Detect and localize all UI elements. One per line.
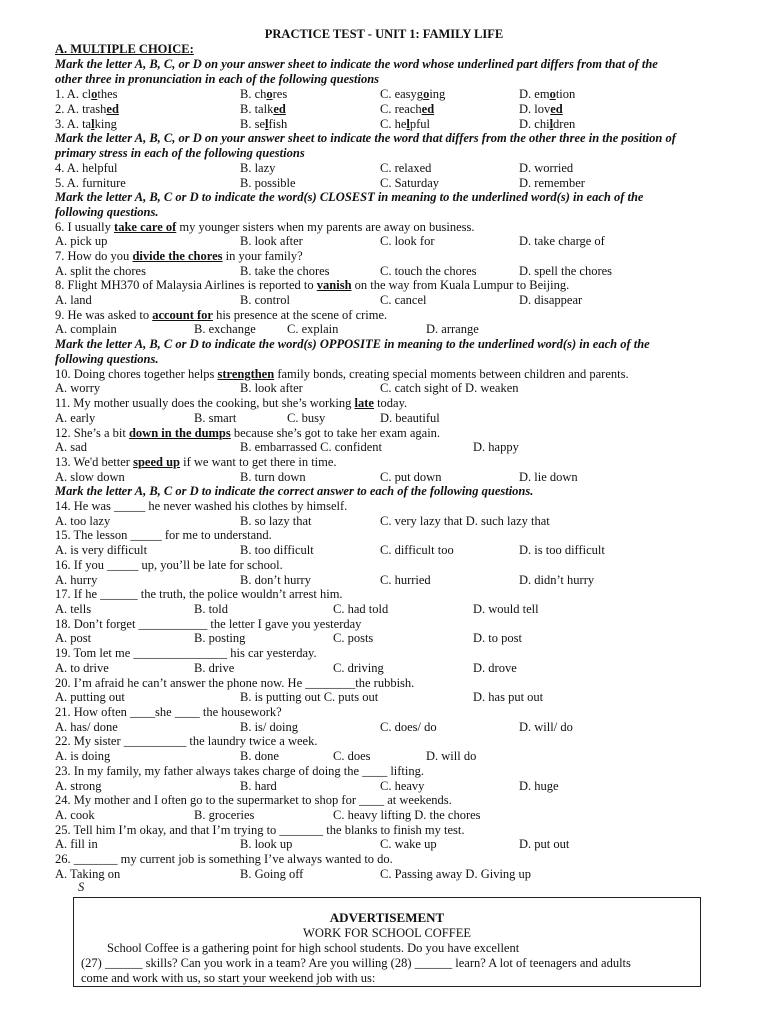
question-11-stem: 11. My mother usually does the cooking, but she’s working late today.	[55, 396, 408, 410]
option-d: D. happy	[473, 440, 519, 454]
option-c: C. driving	[333, 661, 384, 675]
instruction-pronunciation: Mark the letter A, B, C, or D on your answer sheet to indicate the word whose underlined part differs from that of the	[55, 57, 658, 71]
option-d: D. arrange	[426, 322, 479, 336]
instruction-stress-cont: primary stress in each of the following questions	[55, 146, 305, 160]
question-9-stem: 9. He was asked to account for his presence at the scene of crime.	[55, 308, 388, 322]
option-b: B. turn down	[240, 470, 306, 484]
option-b: B. is putting out C. puts out	[240, 690, 379, 704]
advertisement-text	[81, 941, 694, 986]
option-d: D. has put out	[473, 690, 544, 704]
option-c: C. posts	[333, 631, 374, 645]
option-c: C. cancel	[380, 293, 427, 307]
option-d: D. would tell	[473, 602, 539, 616]
page-title: PRACTICE TEST - UNIT 1: FAMILY LIFE	[264, 27, 504, 41]
question-15-stem: 15. The lesson _____ for me to understand.	[55, 528, 272, 542]
option-c: C. hurried	[380, 573, 431, 587]
option-b: B. posting	[194, 631, 246, 645]
option-a: 2. A. trashed	[55, 102, 119, 116]
option-b: B. groceries	[194, 808, 255, 822]
option-b: B. talked	[240, 102, 286, 116]
instruction-closest-cont: following questions.	[55, 205, 159, 219]
option-b: B. don’t hurry	[240, 573, 311, 587]
option-d: D. disappear	[519, 293, 583, 307]
question-12-stem: 12. She’s a bit down in the dumps because she’s got to take her exam again.	[55, 426, 441, 440]
section-heading: A. MULTIPLE CHOICE:	[55, 42, 194, 56]
option-a: 4. A. helpful	[55, 161, 118, 175]
option-b: B. look after	[240, 381, 303, 395]
option-c: C. Saturday	[380, 176, 440, 190]
question-24-stem: 24. My mother and I often go to the supermarket to shop for ____ at weekends.	[55, 793, 452, 807]
option-a: A. Taking on	[55, 867, 121, 881]
option-d: D. to post	[473, 631, 522, 645]
question-20-stem: 20. I’m afraid he can’t answer the phone now. He ________the rubbish.	[55, 676, 415, 690]
option-b: B. told	[194, 602, 229, 616]
option-a: A. fill in	[55, 837, 98, 851]
option-b: B. look up	[240, 837, 293, 851]
instruction-opposite-cont: following questions.	[55, 352, 159, 366]
option-c: C. look for	[380, 234, 435, 248]
ad-line-2: (27) ______ skills? Can you work in a team? Are you willing (28) ______ learn? A lot of teenagers and adults	[81, 956, 631, 970]
option-b: B. is/ doing	[240, 720, 298, 734]
option-a: A. split the chores	[55, 264, 146, 278]
option-d: D. didn’t hurry	[519, 573, 595, 587]
option-a: A. has/ done	[55, 720, 118, 734]
option-b: B. drive	[194, 661, 235, 675]
option-a: A. is very difficult	[55, 543, 148, 557]
option-b: B. Going off	[240, 867, 304, 881]
option-d: D. will/ do	[519, 720, 573, 734]
option-a: A. pick up	[55, 234, 108, 248]
option-b: B. lazy	[240, 161, 276, 175]
option-c: C. heavy lifting D. the chores	[333, 808, 481, 822]
option-b: B. control	[240, 293, 290, 307]
instruction-closest: Mark the letter A, B, C or D to indicate the word(s) CLOSEST in meaning to the underlined word(s) in each of the	[55, 190, 644, 204]
option-b: B. done	[240, 749, 279, 763]
option-c: C. relaxed	[380, 161, 432, 175]
option-b: B. hard	[240, 779, 277, 793]
question-23-stem: 23. In my family, my father always takes charge of doing the ____ lifting.	[55, 764, 425, 778]
option-c: C. reached	[380, 102, 435, 116]
question-10-stem: 10. Doing chores together helps strengthen family bonds, creating special moments between children and parents.	[55, 367, 629, 381]
option-a: A. complain	[55, 322, 117, 336]
option-c: C. catch sight of D. weaken	[380, 381, 519, 395]
advertisement-title: ADVERTISEMENT	[329, 910, 445, 925]
question-17-stem: 17. If he ______ the truth, the police wouldn’t arrest him.	[55, 587, 343, 601]
instruction-correct-answer: Mark the letter A, B, C or D to indicate the correct answer to each of the following questions.	[55, 484, 534, 498]
option-a: A. worry	[55, 381, 101, 395]
option-d: D. drove	[473, 661, 517, 675]
question-18-stem: 18. Don’t forget ___________ the letter I gave you yesterday	[55, 617, 362, 631]
question-22-stem: 22. My sister __________ the laundry twice a week.	[55, 734, 318, 748]
question-7-stem: 7. How do you divide the chores in your family?	[55, 249, 303, 263]
option-b: B. embarrassed C. confident	[240, 440, 382, 454]
option-a: 1. A. clothes	[55, 87, 118, 101]
option-d: D. huge	[519, 779, 559, 793]
option-b: B. so lazy that	[240, 514, 312, 528]
question-16-stem: 16. If you _____ up, you’ll be late for school.	[55, 558, 283, 572]
option-a: A. to drive	[55, 661, 109, 675]
option-b: B. possible	[240, 176, 296, 190]
option-a: A. sad	[55, 440, 87, 454]
option-d: D. put out	[519, 837, 570, 851]
option-d: D. children	[519, 117, 576, 131]
option-b: B. look after	[240, 234, 303, 248]
instruction-opposite: Mark the letter A, B, C or D to indicate the word(s) OPPOSITE in meaning to the underlined word(s) in each of the	[55, 337, 650, 351]
option-c: C. does	[333, 749, 371, 763]
option-d: D. spell the chores	[519, 264, 613, 278]
option-a: A. slow down	[55, 470, 125, 484]
option-a: A. putting out	[55, 690, 125, 704]
option-c: C. touch the chores	[380, 264, 477, 278]
option-b: B. exchange	[194, 322, 256, 336]
question-26-stem: 26. _______ my current job is something I’ve always wanted to do.	[55, 852, 393, 866]
stray-mark: S	[78, 880, 85, 894]
option-c: C. difficult too	[380, 543, 454, 557]
option-a: 3. A. talking	[55, 117, 117, 131]
ad-line-1: School Coffee is a gathering point for high school students. Do you have excellent	[107, 941, 520, 955]
option-b: B. chores	[240, 87, 288, 101]
advertisement-subtitle: WORK FOR SCHOOL COFFEE	[303, 926, 471, 940]
option-d: D. lie down	[519, 470, 578, 484]
option-a: A. strong	[55, 779, 102, 793]
option-d: D. is too difficult	[519, 543, 605, 557]
option-a: A. post	[55, 631, 92, 645]
ad-line-3: come and work with us, so start your weekend job with us:	[81, 971, 376, 985]
option-d: D. loved	[519, 102, 563, 116]
question-21-stem: 21. How often ____she ____ the housework?	[55, 705, 282, 719]
instruction-pronunciation-cont: other three in pronunciation in each of the following questions	[55, 72, 380, 86]
question-14-stem: 14. He was _____ he never washed his clothes by himself.	[55, 499, 348, 513]
question-13-stem: 13. We'd better speed up if we want to get there in time.	[55, 455, 337, 469]
option-b: B. smart	[194, 411, 237, 425]
question-6-stem: 6. I usually take care of my younger sisters when my parents are away on business.	[55, 220, 475, 234]
option-b: B. too difficult	[240, 543, 314, 557]
question-25-stem: 25. Tell him I’m okay, and that I’m trying to _______ the blanks to finish my test.	[55, 823, 465, 837]
instruction-stress: Mark the letter A, B, C, or D on your answer sheet to indicate the word that differs from the other three in the position of	[55, 131, 676, 145]
option-c: C. put down	[380, 470, 442, 484]
option-a: A. too lazy	[55, 514, 111, 528]
option-c: C. easygoing	[380, 87, 446, 101]
option-a: A. early	[55, 411, 96, 425]
question-19-stem: 19. Tom let me _______________ his car yesterday.	[55, 646, 317, 660]
option-a: A. land	[55, 293, 92, 307]
option-a: A. is doing	[55, 749, 111, 763]
option-a: A. tells	[55, 602, 92, 616]
option-b: B. take the chores	[240, 264, 330, 278]
option-c: C. Passing away D. Giving up	[380, 867, 532, 881]
option-a: A. cook	[55, 808, 95, 822]
option-d: D. will do	[426, 749, 477, 763]
option-c: C. does/ do	[380, 720, 437, 734]
option-c: C. helpful	[380, 117, 431, 131]
option-c: C. heavy	[380, 779, 425, 793]
question-8-stem: 8. Flight MH370 of Malaysia Airlines is reported to vanish on the way from Kuala Lumpur to Beijing.	[55, 278, 570, 292]
option-a: 5. A. furniture	[55, 176, 126, 190]
option-a: A. hurry	[55, 573, 98, 587]
option-d: D. remember	[519, 176, 585, 190]
advertisement-box	[73, 897, 701, 987]
option-c: C. wake up	[380, 837, 437, 851]
option-d: D. emotion	[519, 87, 576, 101]
option-c: C. had told	[333, 602, 389, 616]
option-c: C. very lazy that D. such lazy that	[380, 514, 550, 528]
option-c: C. busy	[287, 411, 326, 425]
option-b: B. selfish	[240, 117, 288, 131]
option-d: D. beautiful	[380, 411, 440, 425]
option-c: C. explain	[287, 322, 339, 336]
option-d: D. worried	[519, 161, 574, 175]
option-d: D. take charge of	[519, 234, 605, 248]
